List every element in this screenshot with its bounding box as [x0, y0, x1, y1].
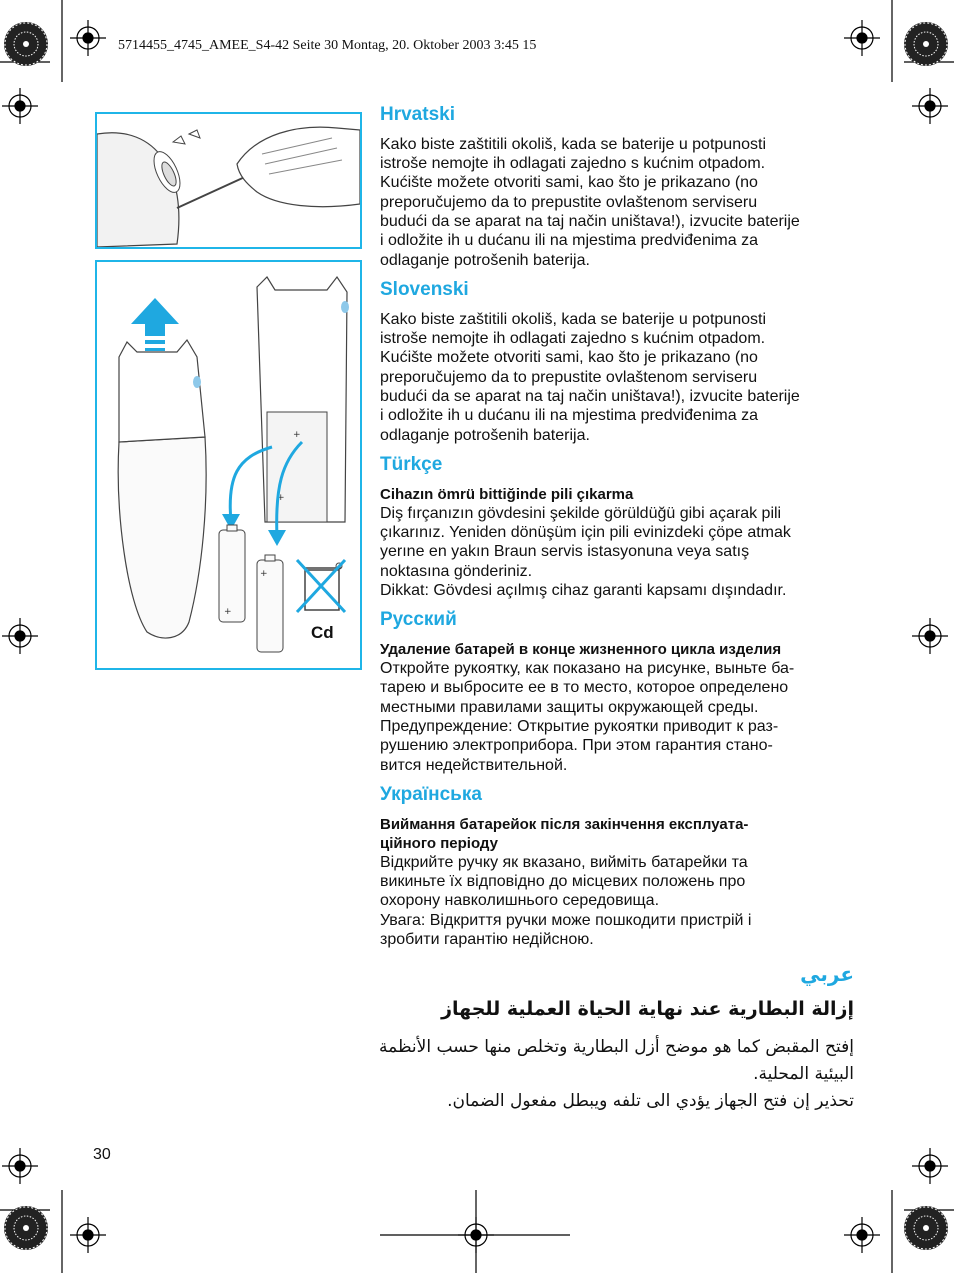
section-title: Hrvatski: [380, 104, 455, 125]
svg-text:+: +: [260, 569, 268, 579]
crosshair-mark-top-left: [70, 20, 106, 56]
section-subhead: Удаление батарей в конце жизненного цикла изделия: [380, 641, 782, 659]
page-number: 30: [93, 1146, 111, 1163]
crossed-bin-icon: [297, 560, 345, 612]
section-body: Откройте рукоятку, как показано на рисунке, выньте ба- тарею и выбросите ее в то место, которое определено местными правилами защиты окружающей среды. Предупреждение: Открытие рукоятки приводит к раз- рушению электроприбора. При этом гарантия стано- вится недействительной.: [380, 660, 795, 774]
crosshair-mark-left-lower: [2, 1148, 38, 1184]
crosshair-mark-bottom-left: [70, 1217, 106, 1253]
crosshair-mark-top-right: [844, 20, 880, 56]
section-subhead: Виймання батарейок після закінчення експлуата- ційного періоду: [380, 815, 749, 852]
section-ukrainian: [380, 784, 850, 949]
crosshair-mark-left-mid: [2, 618, 38, 654]
section-body: إفتح المقبض كما هو موضح أزل البطارية وتخلص منها حسب الأنظمة البيئية المحلية. تحذير إن فتح الجهاز يؤدي الى تلفه ويبطل مفعول الضمان.: [379, 1037, 854, 1111]
crosshair-mark-right-lower: [912, 1148, 948, 1184]
section-title: Türkçe: [380, 453, 443, 475]
starburst-mark-bottom-left: [4, 1206, 48, 1250]
section-title: Русский: [380, 609, 457, 631]
starburst-mark-top-right: [904, 22, 948, 66]
svg-text:+: +: [224, 607, 232, 617]
section-title: Українська: [380, 783, 482, 805]
section-subhead: إزالة البطارية عند نهاية الحياة العملية للجهاز: [441, 998, 854, 1020]
section-subhead: Cihazın ömrü bittiğinde pili çıkarma: [380, 485, 634, 503]
figure-open-handle: [95, 112, 362, 249]
print-header: 5714455_4745_AMEE_S4-42 Seite 30 Montag, 20. Oktober 2003 3:45 15: [118, 38, 537, 53]
cd-label: Cd: [311, 623, 334, 642]
svg-text:+: +: [293, 430, 301, 440]
crosshair-mark-left-upper: [2, 88, 38, 124]
starburst-mark-bottom-right: [904, 1206, 948, 1250]
section-arabic: [374, 962, 854, 1115]
crosshair-mark-right-mid: [912, 618, 948, 654]
section-body: Відкрийте ручку як вказано, вийміть батарейки та викиньте їх відповідно до місцевих положень про охорону навколишнього середовища. Увага: Відкриття ручки може пошкодити пристрій і зробити гарантію недійсною.: [380, 853, 752, 948]
section-body: Diş fırçanızın gövdesini şekilde görüldüğü gibi açarak pili çıkarınız. Yeniden dönüşüm için pili evinizdeki çöpe atmak yerıne en yakın Braun servis istasyonuna veya satış noktasına gönderiniz. Dikkat: Gövdesi açılmış cihaz garanti kapsamı dışındadır.: [380, 504, 791, 599]
section-hrvatski: [380, 104, 850, 270]
battery-removal-illustration: [97, 262, 360, 668]
figure-battery-removal: [95, 260, 362, 670]
battery-icon: [219, 525, 245, 622]
section-body: Kako biste zaštitili okoliš, kada se baterije u potpunosti istroše nemojte ih odlagati zajedno s kućnim otpadom. Kućište možete otvoriti sami, kao što je prikazano (no preporučujemo da to prepustite ovlaštenom serviseru budući da se aparat na taj način uništava!), izvucite baterije i odložite ih u dućanu ili na mjestima predviđenima za odlaganje potrošenih baterija.: [380, 310, 800, 444]
svg-text:+: +: [277, 493, 285, 503]
text-column: [380, 104, 850, 958]
section-russian: [380, 609, 850, 775]
starburst-mark-top-left: [4, 22, 48, 66]
arrow-up-icon: [131, 298, 179, 351]
section-title: عربي: [800, 962, 854, 986]
crosshair-mark-bottom-right: [844, 1217, 880, 1253]
section-title: Slovenski: [380, 278, 469, 300]
battery-icon: [257, 555, 283, 652]
section-slovenski: [380, 279, 850, 445]
crosshair-mark-right-upper: [912, 88, 948, 124]
section-turkce: [380, 454, 850, 600]
hand-tool-illustration: [97, 114, 360, 247]
section-body: Kako biste zaštitili okoliš, kada se baterije u potpunosti istroše nemojte ih odlagati zajedno s kućnim otpadom. Kućište možete otvoriti sami, kao što je prikazano (no preporučujemo da to prepustite ovlaštenom serviseru budući da se aparat na taj način uništava!), izvucite baterije i odložite ih u dućanu ili na mjestima predviđenima za odlaganje potrošenih baterija.: [380, 135, 800, 269]
